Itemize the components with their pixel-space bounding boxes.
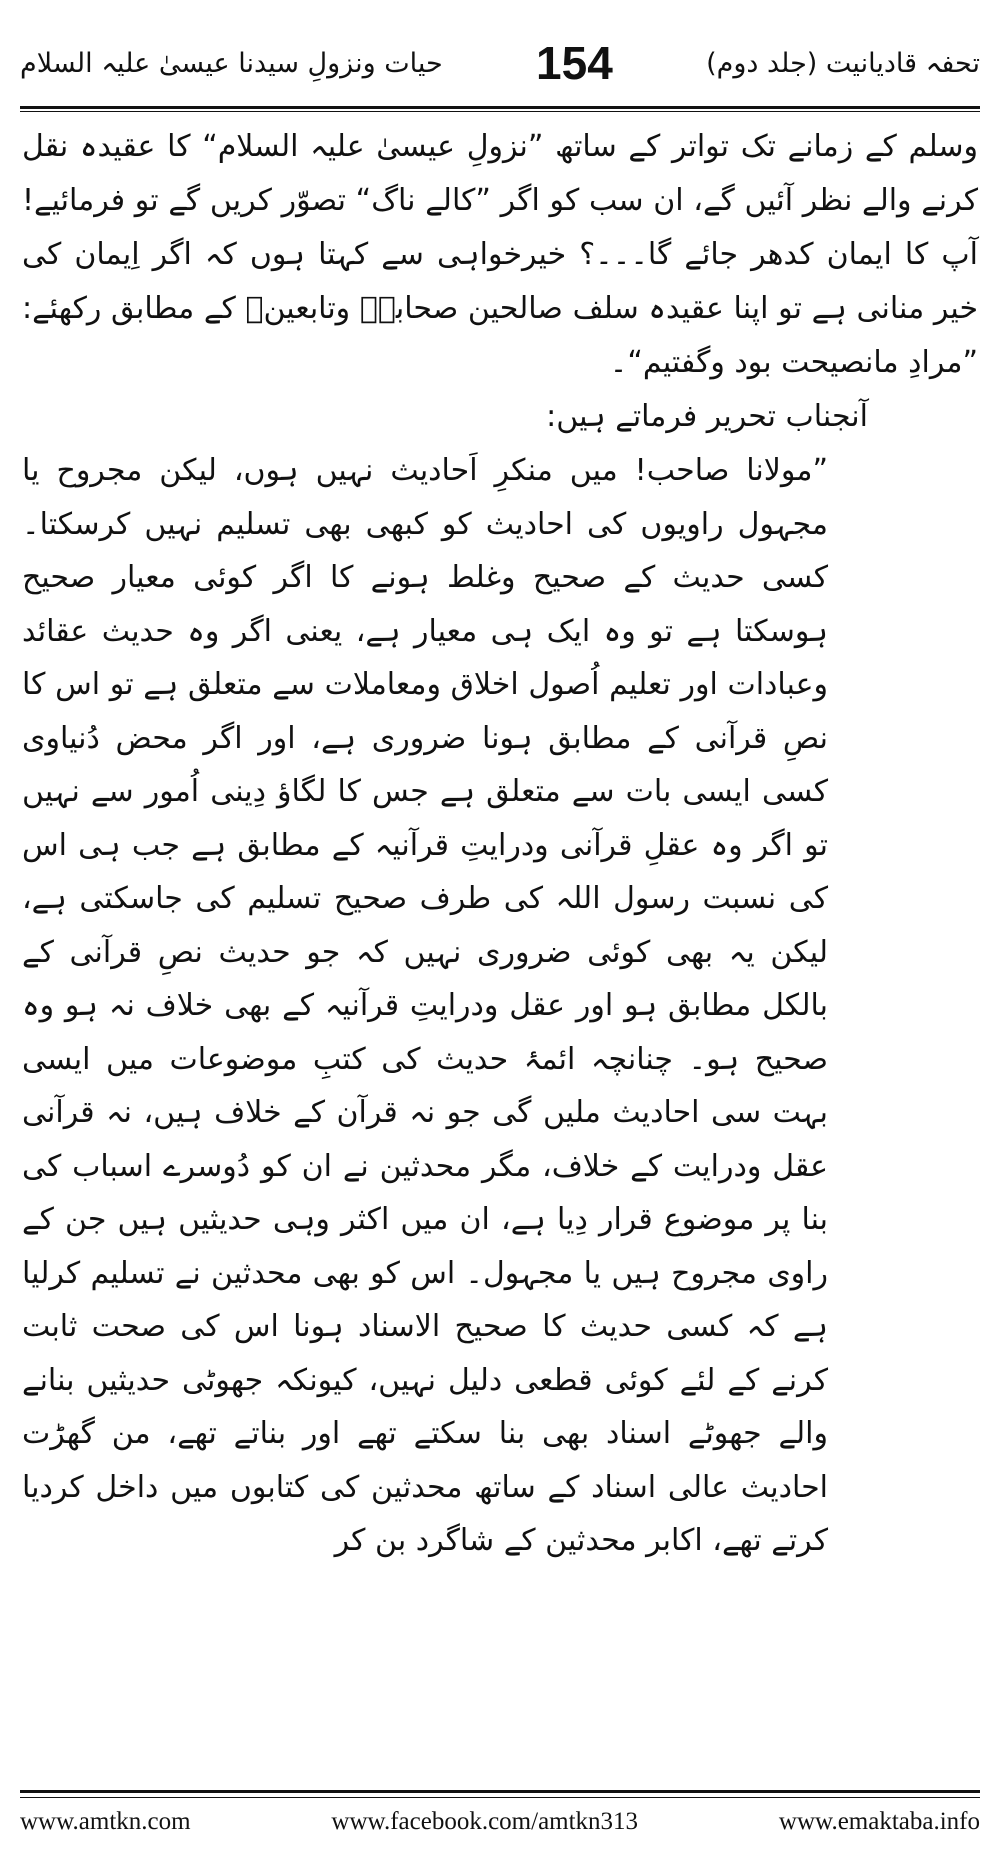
- chapter-title: حیات ونزولِ سیدنا عیسیٰ علیہ السلام: [20, 47, 443, 79]
- book-title: تحفہ قادیانیت (جلد دوم): [706, 47, 980, 79]
- paragraph-intro: وسلم کے زمانے تک تواتر کے ساتھ ”نزولِ عیسیٰ علیہ السلام“ کا عقیدہ نقل کرنے والے نظر آئیں گے، ان سب کو اگر ”کالے ناگ“ تصوّر کریں گے تو فرمائیے! آپ کا ایمان کدھر جائے گا۔۔۔؟ خیرخواہی سے کہتا ہوں کہ اگر اِیمان کی خیر منانی ہے تو اپنا عقیدہ سلف صالحین صحابہؓ وتابعینؒ کے مطابق رکھئے: ”مرادِ مانصیحت بود وگفتیم“۔: [22, 129, 978, 380]
- paragraph-lead-in: آنجناب تحریر فرماتے ہیں:: [546, 399, 868, 434]
- footer-link-facebook[interactable]: www.facebook.com/amtkn313: [331, 1808, 639, 1835]
- page-footer: [20, 1802, 980, 1842]
- page-number: 154: [536, 37, 613, 89]
- page-header: [20, 18, 980, 108]
- block-quote: ”مولانا صاحب! میں منکرِ اَحادیث نہیں ہوں، لیکن مجروح یا مجہول راویوں کی احادیث کو کبھی بھی تسلیم نہیں کرسکتا۔ کسی حدیث کے صحیح وغلط ہونے کا اگر کوئی معیار صحیح ہوسکتا ہے تو وہ ایک ہی معیار ہے، یعنی اگر وہ حدیث عقائد وعبادات اور تعلیم اُصول اخلاق ومعاملات سے متعلق ہے تو اس کا نصِ قرآنی کے مطابق ہونا ضروری ہے، اور اگر محض دُنیاوی کسی ایسی بات سے متعلق ہے جس کا لگاؤ دِینی اُمور سے نہیں تو اگر وہ عقلِ قرآنی ودرایتِ قرآنیہ کے مطابق ہے جب ہی اس کی نسبت رسول اللہ کی طرف صحیح تسلیم کی جاسکتی ہے، لیکن یہ بھی کوئی ضروری نہیں کہ جو حدیث نصِ قرآنی کے بالکل مطابق ہو اور عقل ودرایتِ قرآنیہ کے بھی خلاف نہ ہو وہ صحیح ہو۔ چنانچہ ائمۂ حدیث کی کتبِ موضوعات میں ایسی بہت سی احادیث ملیں گی جو نہ قرآن کے خلاف ہیں، نہ قرآنی عقل ودرایت کے خلاف، مگر محدثین نے ان کو دُوسرے اسباب کی بنا پر موضوع قرار دِیا ہے، ان میں اکثر وہی حدیثیں ہیں جن کے راوی مجروح ہیں یا مجہول۔ اس کو بھی محدثین نے تسلیم کرلیا ہے کہ کسی حدیث کا صحیح الاسناد ہونا اس کی صحت ثابت کرنے کے لئے کوئی قطعی دلیل نہیں، کیونکہ جھوٹی حدیثیں بنانے والے جھوٹے اسناد بھی بنا سکتے تھے اور بناتے تھے، من گھڑت احادیث عالی اسناد کے ساتھ محدثین کی کتابوں میں داخل کردیا کرتے تھے، اکابر محدثین کے شاگرد بن کر: [22, 453, 828, 1558]
- body-text: [22, 118, 978, 1568]
- header-divider: [20, 106, 980, 112]
- footer-divider: [20, 1790, 980, 1798]
- footer-link-amtkn[interactable]: www.amtkn.com: [20, 1808, 191, 1835]
- footer-link-emaktaba[interactable]: www.emaktaba.info: [778, 1808, 980, 1835]
